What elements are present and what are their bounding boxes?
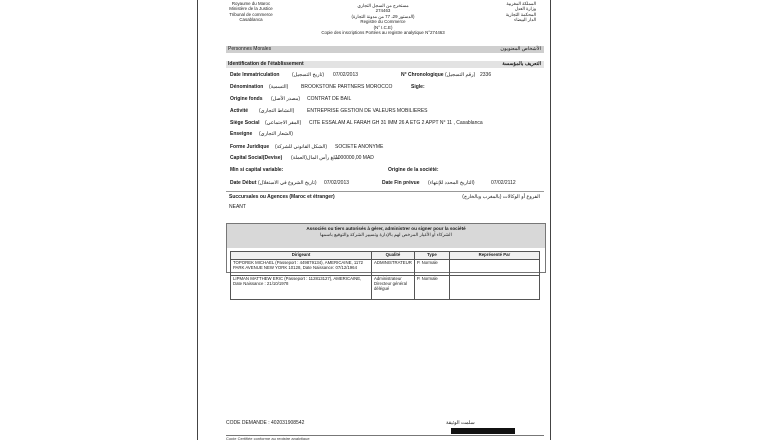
header-left-line: Casablanca (239, 17, 263, 23)
field-label: Date Immatriculation (230, 72, 280, 78)
field-label-ar: (الشكل القانوني للشركة) (275, 144, 328, 150)
field-label-ar: (العملة)مبلغ رأس المال (291, 155, 340, 161)
field-value: BROOKSTONE PARTNERS MOROCCO (301, 84, 393, 90)
band-label-ar: التعريف بالمؤسسة (502, 61, 541, 67)
field-label: Origine fonds (230, 96, 263, 102)
field-label: Forme Juridique (230, 144, 270, 150)
field-label: Sigle: (411, 84, 425, 90)
field-value: CITE ESSALAM AL FARAH GH 31 IMM 26 A ETG 2 APPT N° 11 , Casablanca (309, 120, 483, 126)
field-label: Activité (230, 108, 249, 114)
field-label: Siège Social (230, 120, 260, 126)
header-left-block (216, 1, 286, 23)
header-mid-number: 274463 (375, 8, 391, 14)
header-mid-line: Registre du Commerce (360, 19, 406, 25)
row-succursales-value (229, 203, 544, 212)
divider (226, 191, 544, 192)
header-right-line: المحكمة التجارية (505, 11, 536, 17)
field-label-ar: (مصدر الأصل) (271, 96, 301, 102)
footer-ar: سلمت الوثيقة (446, 420, 475, 426)
field-label: Date Début (230, 180, 257, 186)
field-label: Succursales ou Agences (Maroc et étranger) (229, 194, 335, 200)
table-cell: P. Normale (414, 260, 449, 276)
header-right-line: المملكة المغربية (506, 1, 536, 6)
field-value: 2336 (480, 72, 492, 78)
field-label-ar: (تاريخ الشروع في الاستغلال) (258, 180, 317, 186)
column-header: Qualité (372, 252, 415, 260)
field-label-ar: (النشاط التجاري) (259, 108, 295, 114)
field-value: 07/02/2013 (333, 72, 359, 78)
field-label: Enseigne (230, 131, 253, 137)
band-label: Identification de l'établissement (228, 61, 304, 67)
document-header (198, 0, 550, 44)
associes-title: Associés ou tiers autorisés à gérer, administrer ou signer pour la société (306, 226, 466, 231)
field-label: N° Chronologique (401, 72, 444, 78)
row-capital-social (229, 154, 544, 163)
band-label: Personnes Morales (228, 46, 272, 52)
field-value: 1000000,00 MAD (335, 155, 374, 161)
table-header-row (231, 252, 540, 260)
code-demande: CODE DEMANDE : 402031908542 (226, 420, 305, 426)
field-label: Min si capital variable: (230, 167, 284, 173)
field-label-ar: (التاريخ المحدد للإنتهاء) (428, 180, 475, 186)
field-label: Capital Social(Devise) (230, 155, 283, 161)
associes-title-ar: الشركاء أو الأغيار المرخص لهم بالإدارة وتسيير الشركة والتوقيع باسمها (320, 231, 452, 237)
associes-header (227, 224, 545, 248)
field-label-ar: (الشعار التجاري) (259, 131, 293, 137)
header-right-block (476, 1, 536, 23)
table-cell: LIPMAN MATTHEW ERIC (Passeport : 112813127), AMERICAINE, Date Naissance : 21/10/1978 (231, 276, 372, 300)
dirigeants-table (230, 251, 540, 300)
row-date-immatriculation (229, 71, 544, 80)
row-siege-social (229, 119, 544, 128)
field-label-ar: (تاريخ التسجيل) (292, 72, 325, 78)
field-label-ar: الفروع أو الوكالات (بالمغرب وبالخارج) (462, 194, 540, 200)
column-header: Type (414, 252, 449, 260)
header-mid-line: (N° I.C.E) (373, 24, 393, 30)
header-mid-line: Copie des inscriptions Portées au registre analytique N°274463 (321, 30, 445, 36)
section-band-personnes (226, 46, 544, 53)
field-value: SOCIETE ANONYME (335, 144, 384, 150)
header-mid-ar: مستخرج من السجل التجاري (357, 3, 409, 8)
table-cell: Administrateur Directeur général délégué (372, 276, 415, 300)
field-label: Dénomination (230, 84, 264, 90)
field-label-ar: (التسمية) (269, 84, 289, 90)
row-date-debut (229, 179, 544, 188)
table-cell: P. Normale (414, 276, 449, 300)
table-row (231, 260, 540, 276)
header-left-line: Ministère de la Justice (229, 6, 273, 12)
row-origine-fonds (229, 95, 544, 104)
field-value: ENTREPRISE GESTION DE VALEURS MOBILIERES (307, 108, 428, 114)
field-label: Date Fin prévue (382, 180, 420, 186)
row-activite (229, 107, 544, 116)
field-value: 07/02/2013 (324, 180, 350, 186)
field-label: Origine de la société: (388, 167, 439, 173)
column-header: Représenté Par (449, 252, 539, 260)
field-value: 07/02/2112 (491, 180, 516, 186)
row-succursales (229, 193, 544, 202)
header-mid-line: (الدستور 29، 77 من مدونة التجارة) (351, 13, 415, 19)
footer-bottom: Copie Certifiée conforme au registre analytique (226, 435, 544, 440)
table-cell (449, 276, 539, 300)
row-denomination (229, 83, 544, 92)
row-enseigne (229, 130, 544, 139)
section-band-identification (226, 61, 544, 68)
header-left-line: Royaume du Maroc (231, 1, 271, 6)
field-value: NEANT (229, 204, 246, 210)
column-header: Dirigeant (231, 252, 372, 260)
row-forme-juridique (229, 143, 544, 152)
field-value: CONTRAT DE BAIL (307, 96, 352, 102)
field-label-ar: (المقر الاجتماعي) (265, 120, 302, 126)
header-right-line: الدار البيضاء (514, 17, 536, 23)
table-cell: TOPOREK MICHAEL (Passeport : 449879134), AMERICAINE, 1172 PARK AVENUE NEW YORK 10128, Date Naissance: 07/12/1964 (231, 260, 372, 276)
row-min-capital (229, 166, 544, 175)
field-label-ar: (رقم التسجيل) (445, 72, 476, 78)
band-label-ar: الأشخاص المعنويون (500, 46, 541, 52)
header-left-line: Tribunal de commerce (229, 11, 273, 17)
document-page (197, 0, 551, 440)
table-row (231, 276, 540, 300)
redaction-bar (451, 428, 515, 434)
table-cell: ADMINISTRATEUR (372, 260, 415, 276)
footer-code-row (226, 420, 544, 426)
header-mid-block (308, 3, 458, 35)
header-right-line: وزارة العدل (514, 6, 536, 12)
table-cell (449, 260, 539, 276)
